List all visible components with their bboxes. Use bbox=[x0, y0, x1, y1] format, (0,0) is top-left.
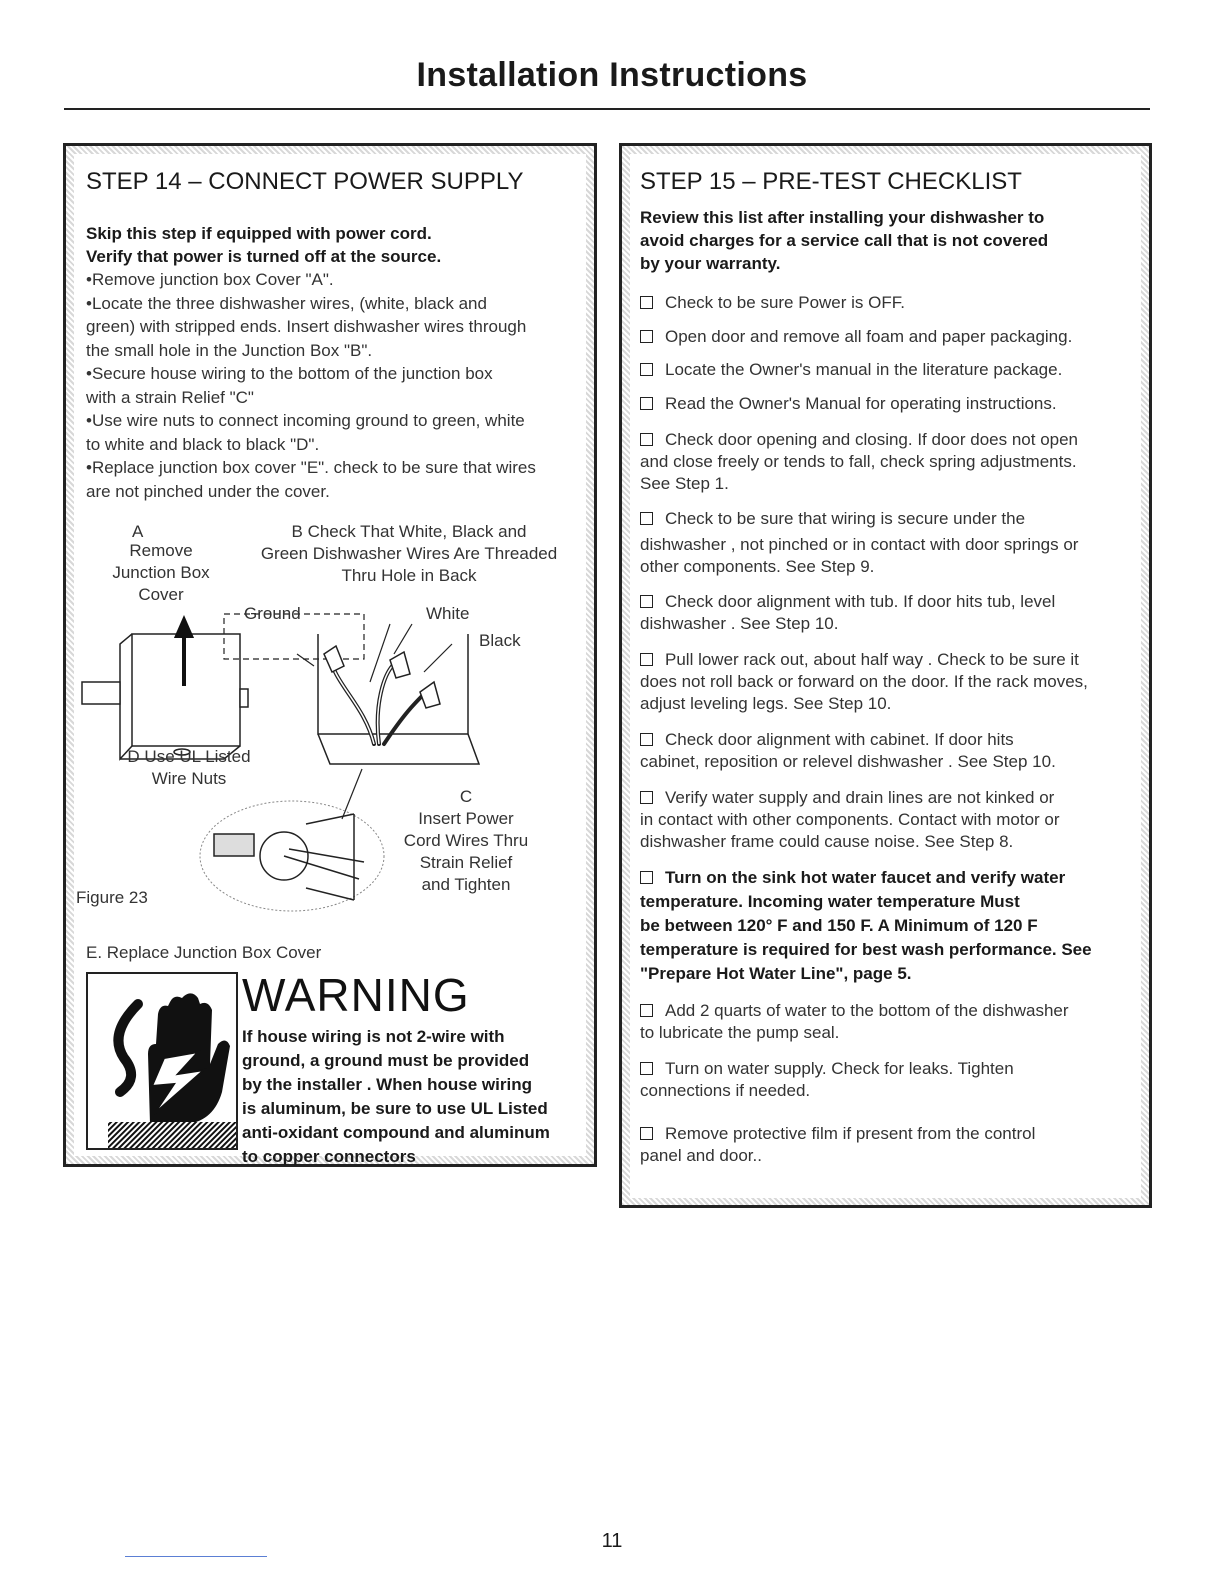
figure-label-c-line: and Tighten bbox=[421, 875, 511, 894]
step14-body-line: green) with stripped ends. Insert dishwasher wires through bbox=[86, 317, 527, 336]
checklist-item bbox=[636, 591, 1136, 635]
checklist-text: dishwasher , not pinched or in contact with door springs or bbox=[640, 535, 1079, 554]
figure-caption: Figure 23 bbox=[76, 888, 148, 907]
warning-line: anti-oxidant compound and aluminum bbox=[242, 1123, 550, 1142]
step14-panel bbox=[63, 143, 597, 1167]
checkbox-icon bbox=[640, 1062, 653, 1075]
checkbox-icon bbox=[640, 653, 653, 666]
figure-label-a-line: Cover bbox=[138, 585, 184, 604]
figure-label-ground: Ground bbox=[244, 604, 301, 623]
checklist-item bbox=[636, 787, 1136, 853]
checklist-text: Check door alignment with cabinet. If door hits bbox=[665, 730, 1014, 749]
warning-line: to copper connectors bbox=[242, 1147, 416, 1166]
figure-label-b-line: Thru Hole in Back bbox=[341, 566, 477, 585]
step14-bold-line: Verify that power is turned off at the source. bbox=[86, 247, 442, 266]
electrical-hazard-icon bbox=[88, 974, 236, 1148]
checklist-text: does not roll back or forward on the door. If the rack moves, bbox=[640, 672, 1088, 691]
step14-body bbox=[86, 268, 581, 503]
step14-body-line: •Replace junction box cover "E". check to be sure that wires bbox=[86, 458, 536, 477]
checklist-item bbox=[636, 1000, 1136, 1044]
warning-line: is aluminum, be sure to use UL Listed bbox=[242, 1099, 548, 1118]
warning-block bbox=[86, 969, 586, 1166]
warning-icon-box bbox=[86, 972, 238, 1150]
figure-label-b-letter: B bbox=[291, 522, 303, 541]
checklist-text: Remove protective film if present from the control bbox=[665, 1124, 1036, 1143]
checklist-text: adjust leveling legs. See Step 10. bbox=[640, 694, 892, 713]
figure-label-b bbox=[244, 521, 574, 587]
checklist-text: be between 120° F and 150 F. A Minimum of 120 F bbox=[640, 916, 1038, 935]
checklist-text: See Step 1. bbox=[640, 474, 729, 493]
step15-heading: STEP 15 – PRE-TEST CHECKLIST bbox=[640, 168, 1022, 195]
checklist-item bbox=[636, 1123, 1136, 1167]
checklist-text: "Prepare Hot Water Line", page 5. bbox=[640, 964, 912, 983]
figure-label-a-line: Remove bbox=[129, 541, 193, 560]
checkbox-icon bbox=[640, 1127, 653, 1140]
figure-label-white: White bbox=[426, 604, 470, 623]
checklist-text: Check door alignment with tub. If door hits tub, level bbox=[665, 592, 1056, 611]
warning-line: If house wiring is not 2-wire with bbox=[242, 1027, 505, 1046]
step14-body-line: with a strain Relief "C" bbox=[86, 387, 254, 407]
checklist-text: Verify water supply and drain lines are not kinked or bbox=[665, 788, 1055, 807]
footer-link-rule bbox=[125, 1556, 267, 1557]
step14-body-line: •Remove junction box Cover "A". bbox=[86, 270, 334, 289]
checklist-text: dishwasher frame could cause noise. See Step 8. bbox=[640, 832, 1014, 851]
checklist-text: Check to be sure that wiring is secure under the bbox=[665, 509, 1026, 528]
figure-label-d bbox=[114, 746, 264, 790]
checklist-item bbox=[636, 866, 1141, 986]
step15-intro-line: Review this list after installing your dishwasher to bbox=[640, 208, 1045, 227]
checkbox-icon bbox=[640, 1004, 653, 1017]
step14-content bbox=[74, 154, 586, 1166]
checkbox-icon bbox=[640, 363, 653, 376]
checkbox-icon bbox=[640, 733, 653, 746]
checklist-text: other components. See Step 9. bbox=[640, 557, 875, 576]
step14-body-line: the small hole in the Junction Box "B". bbox=[86, 340, 373, 360]
checklist-text: connections if needed. bbox=[640, 1081, 811, 1100]
warning-line: ground, a ground must be provided bbox=[242, 1051, 530, 1070]
checklist-text: Open door and remove all foam and paper packaging. bbox=[665, 327, 1073, 346]
dishwasher-frame-illustration bbox=[318, 634, 479, 764]
step15-panel bbox=[619, 143, 1152, 1208]
step14-body-line: •Use wire nuts to connect incoming ground to green, white bbox=[86, 411, 525, 430]
checklist-text: temperature is required for best wash performance. See bbox=[640, 940, 1092, 959]
checklist-text: Add 2 quarts of water to the bottom of the dishwasher bbox=[665, 1001, 1069, 1020]
step15-content bbox=[630, 154, 1141, 1198]
step15-intro-line: by your warranty. bbox=[640, 254, 781, 273]
figure-label-d-line: D Use UL Listed bbox=[127, 747, 251, 766]
figure-label-a-letter: A bbox=[132, 522, 144, 541]
junction-box-illustration bbox=[82, 634, 248, 759]
checkbox-icon bbox=[640, 512, 653, 525]
figure-label-b-line: Check That White, Black and bbox=[307, 522, 527, 541]
checkbox-icon bbox=[640, 791, 653, 804]
step15-intro bbox=[640, 206, 1135, 275]
figure-label-c-letter: C bbox=[459, 787, 473, 806]
checklist-text: panel and door.. bbox=[640, 1146, 762, 1165]
wire-nut-icons bbox=[324, 646, 440, 708]
step14-heading: STEP 14 – CONNECT POWER SUPPLY bbox=[86, 168, 524, 195]
step14-body-line: •Locate the three dishwasher wires, (white, black and bbox=[86, 293, 487, 313]
checklist-text: Check door opening and closing. If door does not open bbox=[665, 430, 1079, 449]
figure-label-a bbox=[86, 540, 236, 606]
checklist-text: dishwasher . See Step 10. bbox=[640, 614, 839, 633]
step14-body-line: •Secure house wiring to the bottom of the junction box bbox=[86, 364, 493, 383]
figure-label-a-line: Junction Box bbox=[112, 563, 210, 582]
checklist-text: Pull lower rack out, about half way . Check to be sure it bbox=[665, 650, 1079, 669]
warning-line: by the installer . When house wiring bbox=[242, 1075, 532, 1094]
checklist-text: Check to be sure Power is OFF. bbox=[665, 293, 905, 312]
checkbox-icon bbox=[640, 871, 653, 884]
checklist-item bbox=[636, 326, 1136, 348]
checklist-item bbox=[636, 292, 1136, 314]
figure-label-c-line: Cord Wires Thru bbox=[403, 831, 529, 850]
checklist-text: Locate the Owner's manual in the literature package. bbox=[665, 360, 1063, 379]
wire-bundle bbox=[329, 654, 424, 744]
figure-label-black: Black bbox=[479, 631, 521, 650]
checklist-text: in contact with other components. Contact with motor or bbox=[640, 810, 1060, 829]
checklist-item bbox=[636, 1058, 1136, 1102]
checkbox-icon bbox=[640, 330, 653, 343]
checklist-text: Turn on water supply. Check for leaks. Tighten bbox=[665, 1059, 1014, 1078]
step14-bold-line: Skip this step if equipped with power cord. bbox=[86, 224, 432, 243]
checklist-item bbox=[636, 649, 1136, 715]
step14-body-line: are not pinched under the cover. bbox=[86, 481, 330, 501]
checkbox-icon bbox=[640, 433, 653, 446]
figure-label-c bbox=[396, 786, 536, 896]
figure-label-d-line: Wire Nuts bbox=[151, 769, 227, 788]
warning-title: WARNING bbox=[242, 969, 470, 1021]
page-number: 11 bbox=[601, 1530, 623, 1552]
title-divider bbox=[64, 108, 1150, 110]
checklist-text: temperature. Incoming water temperature Must bbox=[640, 892, 1020, 911]
figure-label-c-line: Insert Power bbox=[418, 809, 514, 828]
checklist-item bbox=[636, 393, 1136, 415]
checklist-text: Read the Owner's Manual for operating instructions. bbox=[665, 394, 1057, 413]
checklist-text: to lubricate the pump seal. bbox=[640, 1023, 840, 1042]
checkbox-icon bbox=[640, 595, 653, 608]
checkbox-icon bbox=[640, 397, 653, 410]
figure-label-c-line: Strain Relief bbox=[419, 853, 513, 872]
step15-intro-line: avoid charges for a service call that is not covered bbox=[640, 231, 1049, 250]
checklist-item bbox=[636, 429, 1136, 495]
checklist-text: Turn on the sink hot water faucet and verify water bbox=[665, 868, 1066, 887]
checklist-item bbox=[636, 729, 1136, 773]
checklist-text: and close freely or tends to fall, check spring adjustments. bbox=[640, 452, 1077, 471]
checklist-item bbox=[636, 508, 1136, 578]
checklist-item bbox=[636, 359, 1136, 381]
step14-body-line: to white and black to black "D". bbox=[86, 434, 320, 454]
checkbox-icon bbox=[640, 296, 653, 309]
figure-label-e: E. Replace Junction Box Cover bbox=[86, 943, 322, 962]
checklist-text: cabinet, reposition or relevel dishwasher . See Step 10. bbox=[640, 752, 1056, 771]
page-title: Installation Instructions bbox=[416, 56, 808, 94]
warning-text bbox=[242, 1025, 587, 1169]
figure-label-b-line: Green Dishwasher Wires Are Threaded bbox=[260, 544, 558, 563]
